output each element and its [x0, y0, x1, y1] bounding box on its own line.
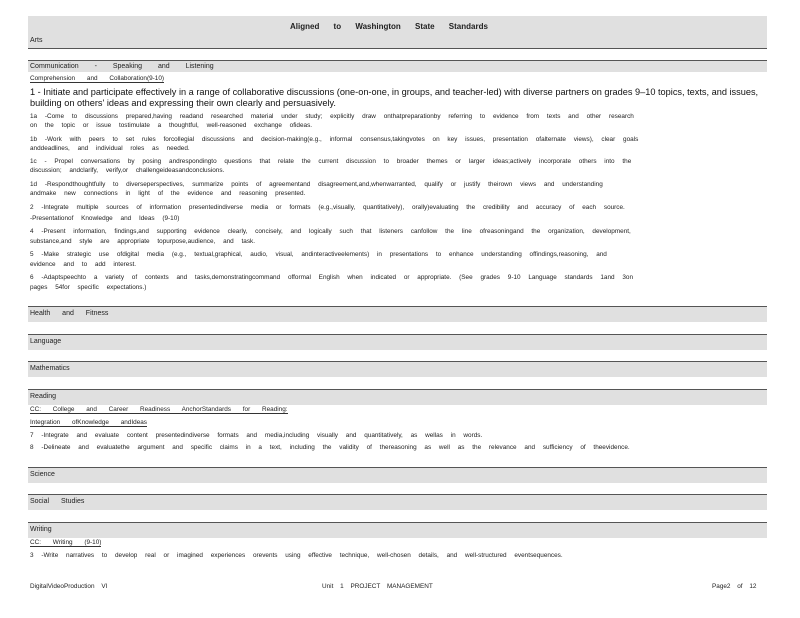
standard-subhead: -Presentationof Knowledge and Ideas (9-10) [30, 215, 180, 222]
standard-line: andmake new connections in light of the evidence and reasoning presented. [30, 190, 306, 197]
standard-line: 2 -Integrate multiple sources of information presentedindiverse media or formats (e.g.,visually, quantitatively), orally)evaluating the credibility and accuracy of each source. [30, 204, 625, 211]
standard-line: 8 -Delineate and evaluatethe argument and specific claims in a text, including the validity of thereasoning as well as the relevance and sufficiency of theevidence. [30, 444, 630, 451]
standard-line: 4 -Present information, findings,and supporting evidence clearly, concisely, and logically such that listeners canfollow the line ofreasoningand the organization, development, [30, 228, 631, 235]
divider [28, 48, 767, 49]
standard-line: on the topic or issue tostimulate a thoughtful, well-reasoned exchange ofideas. [30, 122, 313, 129]
section-science: Science [30, 471, 55, 478]
standard-line: 6 -Adaptspeechto a variety of contexts and tasks,demonstratingcommand offormal English when indicated or appropriate. (See grades 9-10 Language standards 1and 3on [30, 274, 634, 281]
section-band [28, 335, 767, 350]
standard-line: 5 -Make strategic use ofdigital media (e.g., textual,graphical, audio, visual, andinteractiveelements) in presentations to enhance understanding offindings,reasoning, and [30, 251, 607, 258]
section-writing: Writing [30, 526, 52, 533]
communication-heading: Communication - Speaking and Listening [30, 63, 214, 70]
standard-line: pages 54for specific expectations.) [30, 284, 147, 291]
footer-page-number: Page2 of 12 [712, 583, 757, 590]
section-band [28, 307, 767, 322]
standard-line: 1c - Propel conversations by posing andrespondingto questions that relate the current discussion to broader themes or larger ideas;actively incorporate others into the [30, 158, 632, 165]
section-mathematics: Mathematics [30, 365, 70, 372]
communication-subhead: Comprehension and Collaboration(9-10) [30, 75, 165, 82]
section-social-studies: Social Studies [30, 498, 85, 505]
section-reading: Reading [30, 393, 57, 400]
footer-unit: Unit 1 PROJECT MANAGEMENT [322, 583, 433, 590]
reading-anchor: CC: College and Career Readiness AnchorStandards for Reading: [30, 406, 288, 413]
footer-course: DigitalVideoProduction VI [30, 583, 108, 590]
page-title: Aligned to Washington State Standards [290, 22, 488, 31]
standard-line: substance,and style are appropriate topurpose,audience, and task. [30, 238, 256, 245]
header-band [28, 16, 767, 48]
section-language: Language [30, 338, 62, 345]
standard-line: discussion; andclarify, verify,or challengeideasandconclusions. [30, 167, 225, 174]
standard-line: 3 -Write narratives to develop real or imagined experiences orevents using effective technique, well-chosen details, and well-structured eventsequences. [30, 552, 563, 559]
section-band [28, 495, 767, 510]
section-health: Health and Fitness [30, 310, 109, 317]
standard-line: evidence and to add interest. [30, 261, 137, 268]
section-band [28, 390, 767, 405]
section-band [28, 362, 767, 377]
writing-subhead: CC: Writing (9-10) [30, 539, 102, 546]
standard-line: 1a -Come to discussions prepared,having readand researched material under study; explicitly draw onthatpreparationby referring to evidence from texts and other research [30, 113, 634, 120]
subject-label: Arts [30, 37, 43, 44]
standard-line: 1d -Respondthoughtfully to diverseperspectives, summarize points of agreementand disagreement,and,whenwarranted, qualify or justify theirown views and understanding [30, 181, 603, 188]
standard-line: anddeadlines, and individual roles as needed. [30, 145, 190, 152]
standard-intro: 1 - Initiate and participate effectively in a range of collaborative discussions (one-on-one, in groups, and teacher-led) with diverse partners on grades 9–10 topics, texts, and issues, building on others' ideas and expressing their own clearly and persuasively. [30, 87, 759, 108]
reading-subhead: Integration ofKnowledge andIdeas [30, 419, 147, 426]
standard-line: 7 -Integrate and evaluate content presentedindiverse formats and media,including visually and quantitatively, as wellas in words. [30, 432, 483, 439]
section-band [28, 523, 767, 538]
section-band [28, 468, 767, 483]
standard-line: 1b -Work with peers to set rules forcollegial discussions and decision-making(e.g., informal consensus,takingvotes on key issues, presentation ofalternate views), clear goals [30, 136, 639, 143]
